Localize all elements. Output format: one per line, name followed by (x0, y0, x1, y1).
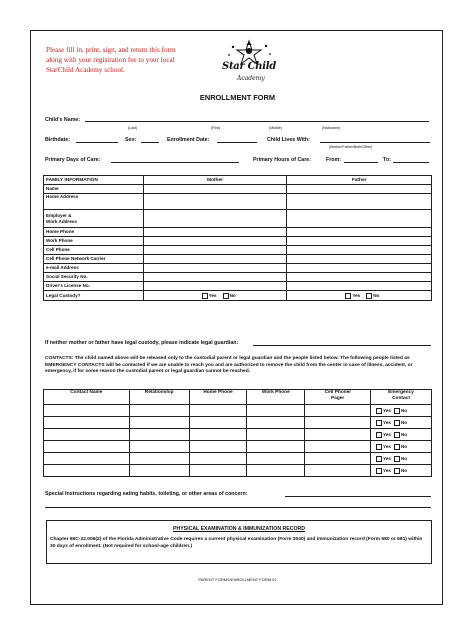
no-label: No (400, 407, 408, 413)
family-row (44, 194, 432, 210)
contact-cell[interactable] (305, 465, 371, 477)
father-cell[interactable] (287, 237, 432, 246)
yes-checkbox[interactable] (376, 444, 382, 450)
emergency-contact-cell[interactable] (371, 405, 432, 417)
logo-sub: Academy (237, 75, 265, 82)
contact-cell[interactable] (305, 441, 371, 453)
family-row-label: Work Phone (44, 237, 144, 246)
lives-with-field[interactable] (320, 142, 430, 143)
mother-cell[interactable] (143, 228, 287, 237)
contact-cell[interactable] (247, 417, 305, 429)
contact-cell[interactable] (305, 453, 371, 465)
no-label: No (400, 467, 408, 473)
mother-cell[interactable] (143, 282, 287, 291)
father-cell[interactable] (287, 194, 432, 210)
contact-cell[interactable] (305, 405, 371, 417)
contacts-header-row (44, 390, 432, 405)
yes-checkbox[interactable] (376, 420, 382, 426)
contacts-header-cell: Contact Name (44, 390, 130, 405)
family-header-cell: Mother (143, 176, 287, 185)
contact-row (44, 405, 432, 417)
family-row-label: Legal Custody? (44, 291, 144, 301)
contact-cell[interactable] (189, 429, 247, 441)
yes-checkbox[interactable] (376, 468, 382, 474)
father-cell[interactable] (287, 291, 432, 301)
contact-cell[interactable] (305, 417, 371, 429)
contact-cell[interactable] (247, 429, 305, 441)
special-instructions-label: Special Instructions regarding eating habits, toileting, or other areas of concern: (45, 491, 248, 497)
yes-checkbox[interactable] (376, 408, 382, 414)
no-label: No (373, 292, 380, 298)
no-label: No (400, 455, 408, 461)
primary-hours-label: Primary Hours of Care: (253, 157, 311, 163)
no-checkbox[interactable] (394, 420, 400, 426)
family-row (44, 228, 432, 237)
contact-cell[interactable] (44, 429, 130, 441)
no-checkbox[interactable] (394, 456, 400, 462)
yes-label: Yes (208, 292, 217, 298)
contact-cell[interactable] (44, 405, 130, 417)
family-row-label: Name (44, 185, 144, 194)
childs-name-label: Child's Name: (45, 117, 81, 123)
contact-cell[interactable] (247, 465, 305, 477)
contact-cell[interactable] (305, 429, 371, 441)
contacts-header-cell: Work Phone (247, 390, 305, 405)
contact-cell[interactable] (129, 441, 189, 453)
father-cell[interactable] (287, 255, 432, 264)
yes-label: Yes (383, 431, 391, 437)
mother-cell[interactable] (143, 237, 287, 246)
contact-cell[interactable] (129, 429, 189, 441)
emergency-contact-cell[interactable] (371, 441, 432, 453)
lives-with-sublabel: (Mother/Father/Both/Other) (329, 145, 373, 149)
sex-label: Sex: (125, 137, 137, 143)
legal-guardian-field[interactable] (253, 345, 431, 346)
father-cell[interactable] (287, 282, 432, 291)
no-checkbox[interactable] (394, 408, 400, 414)
yes-label: Yes (383, 407, 391, 413)
no-checkbox[interactable] (223, 293, 229, 299)
special-instructions-field-2[interactable] (45, 507, 431, 508)
physical-exam-text: Chapter 65C-22.006(2) of the Florida Administrative Code requires a current physical examination (Form 3040) and immunization record (Form 680 or 681) within 30 days of enrollment. (Not required for school-age children.) (50, 537, 423, 549)
contact-cell[interactable] (189, 465, 247, 477)
yes-checkbox[interactable] (202, 293, 208, 299)
contacts-header-cell: Relationship (129, 390, 189, 405)
from-field[interactable] (344, 162, 378, 163)
family-row-label: Social Security No. (44, 273, 144, 282)
contact-cell[interactable] (247, 405, 305, 417)
form-title: ENROLLMENT FORM (199, 93, 276, 102)
special-instructions-field-1[interactable] (285, 496, 431, 497)
family-row-label: Cell Phone (44, 246, 144, 255)
no-label: No (400, 419, 408, 425)
enrollment-date-label: Enrollment Date: (167, 137, 210, 143)
no-checkbox[interactable] (366, 293, 372, 299)
primary-days-label: Primary Days of Care: (45, 157, 101, 163)
family-row (44, 282, 432, 291)
family-header-cell: FAMILY INFORMATION (44, 176, 144, 185)
mother-cell[interactable] (143, 264, 287, 273)
family-header-cell: Father (287, 176, 432, 185)
emergency-contact-cell[interactable] (371, 453, 432, 465)
family-row-label: Home Address (44, 194, 144, 210)
mother-cell[interactable] (143, 185, 287, 194)
yes-label: Yes (383, 455, 391, 461)
family-row (44, 185, 432, 194)
father-cell[interactable] (287, 185, 432, 194)
mother-cell[interactable] (143, 210, 287, 228)
contact-cell[interactable] (189, 417, 247, 429)
contact-cell[interactable] (189, 405, 247, 417)
physical-exam-box (46, 520, 432, 564)
to-field[interactable] (393, 162, 429, 163)
family-row-label: e-mail Address (44, 264, 144, 273)
birthdate-label: Birthdate: (45, 137, 71, 143)
yes-label: Yes (383, 467, 391, 473)
emergency-contact-cell[interactable] (371, 465, 432, 477)
contact-row (44, 453, 432, 465)
emergency-contact-cell[interactable] (371, 429, 432, 441)
childs-name-field[interactable] (85, 121, 429, 122)
middle-sublabel: (Middle) (269, 126, 282, 130)
no-checkbox[interactable] (394, 468, 400, 474)
mother-cell[interactable] (143, 246, 287, 255)
last-sublabel: (Last) (128, 126, 138, 130)
no-label: No (229, 292, 236, 298)
family-row-label: Cell Phone Network Carrier (44, 255, 144, 264)
first-sublabel: (First) (211, 126, 221, 130)
contact-cell[interactable] (129, 453, 189, 465)
physical-exam-title: PHYSICAL EXAMINATION & IMMUNIZATION RECORD (173, 526, 305, 532)
no-checkbox[interactable] (394, 432, 400, 438)
contact-cell[interactable] (44, 453, 130, 465)
no-checkbox[interactable] (394, 444, 400, 450)
mother-cell[interactable] (143, 194, 287, 210)
nickname-sublabel: (Nickname) (322, 126, 341, 130)
family-row (44, 210, 432, 228)
family-row-label: Driver's License No. (44, 282, 144, 291)
contact-cell[interactable] (247, 453, 305, 465)
contact-cell[interactable] (129, 417, 189, 429)
father-cell[interactable] (287, 228, 432, 237)
contact-cell[interactable] (189, 453, 247, 465)
yes-label: Yes (383, 419, 391, 425)
return-notice: Please fill in, print, sign, and return this form along with your registration fee to your local StarChild Academy school. (46, 46, 176, 74)
enrollment-form-page (30, 30, 443, 605)
family-information-table (43, 175, 432, 301)
contact-cell[interactable] (129, 405, 189, 417)
family-row-label: Home Phone (44, 228, 144, 237)
logo-name: Star Child (222, 61, 276, 72)
birthdate-field[interactable] (76, 142, 118, 143)
primary-days-field[interactable] (111, 162, 239, 163)
contacts-paragraph: CONTACTS: The child named above will be released only to the custodial parent or legal guardian and the people listed below. The following people listed as EMERGENCY CONTACTS will be contacted if we are unable to reach you and are authorized to remove the child from the center in case of illness, accident, or emergency, if for some reason the custodial parent or legal guardian cannot be reached. (45, 356, 413, 374)
family-header-row (44, 176, 432, 185)
contact-cell[interactable] (44, 465, 130, 477)
contacts-header-cell: Emergency Contact (371, 390, 432, 405)
enrollment-date-field[interactable] (217, 142, 257, 143)
contact-cell[interactable] (189, 441, 247, 453)
from-label: From: (326, 157, 342, 163)
yes-checkbox[interactable] (376, 456, 382, 462)
starchild-logo (219, 39, 279, 91)
yes-checkbox[interactable] (376, 432, 382, 438)
contacts-header-cell: Cell Phone/ Pager (305, 390, 371, 405)
sex-field[interactable] (141, 142, 159, 143)
family-row (44, 264, 432, 273)
father-cell[interactable] (287, 264, 432, 273)
no-label: No (400, 443, 408, 449)
contacts-table (43, 389, 432, 477)
contact-row (44, 465, 432, 477)
contact-row (44, 441, 432, 453)
family-row (44, 246, 432, 255)
lives-with-label: Child Lives With: (267, 137, 310, 143)
contact-cell[interactable] (44, 417, 130, 429)
contact-row (44, 429, 432, 441)
contacts-header-cell: Home Phone (189, 390, 247, 405)
father-cell[interactable] (287, 246, 432, 255)
family-row (44, 255, 432, 264)
contact-cell[interactable] (44, 441, 130, 453)
father-cell[interactable] (287, 273, 432, 282)
mother-cell[interactable] (143, 255, 287, 264)
father-cell[interactable] (287, 210, 432, 228)
to-label: To: (383, 157, 391, 163)
yes-label: Yes (352, 292, 361, 298)
footer-form-id: PARENT FORMS/ENROLLMENT FORM 01 (198, 577, 277, 582)
family-row (44, 291, 432, 301)
yes-label: Yes (383, 443, 391, 449)
mother-cell[interactable] (143, 291, 287, 301)
yes-checkbox[interactable] (345, 293, 351, 299)
no-label: No (400, 431, 408, 437)
contact-cell[interactable] (129, 465, 189, 477)
family-row-label: Employer & Work Address (44, 210, 144, 228)
mother-cell[interactable] (143, 273, 287, 282)
contact-row (44, 417, 432, 429)
family-row (44, 237, 432, 246)
family-row (44, 273, 432, 282)
emergency-contact-cell[interactable] (371, 417, 432, 429)
legal-guardian-label: If neither mother or father have legal custody, please indicate legal guardian: (45, 340, 239, 346)
contact-cell[interactable] (247, 441, 305, 453)
